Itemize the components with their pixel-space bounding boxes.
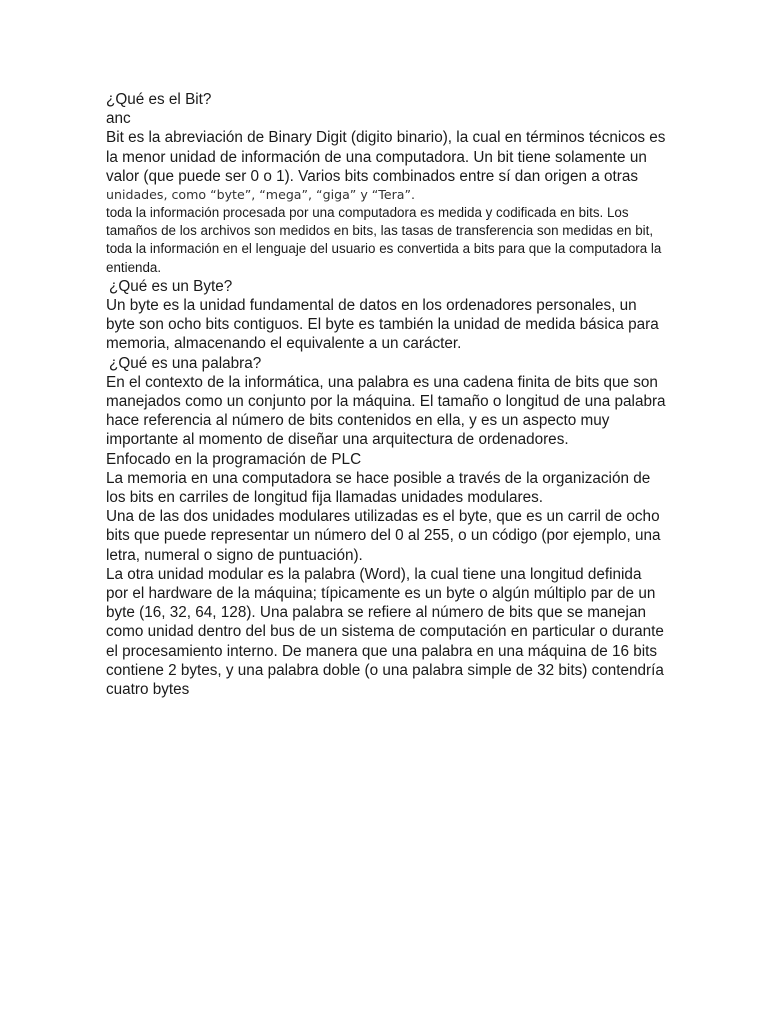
- units-line: unidades, como “byte”, “mega”, “giga” y “Tera”.: [106, 187, 416, 203]
- document-body: [106, 90, 666, 699]
- byte-paragraph: Un byte es la unidad fundamental de datos en los ordenadores personales, un byte son ocho bits contiguos. El byte es también la unidad de medida básica para memoria, almacenando el equivalente a un carácter.: [106, 297, 659, 353]
- heading-bit: ¿Qué es el Bit?: [106, 91, 212, 108]
- palabra-paragraph: En el contexto de la informática, una palabra es una cadena finita de bits que son manejados como un conjunto por la máquina. El tamaño o longitud de una palabra hace referencia al número de bits contenidos en ella, y es un aspecto muy importante al momento de diseñar una arquitectura de ordenadores.: [106, 373, 666, 449]
- plc-paragraph-1: La memoria en una computadora se hace posible a través de la organización de los bits en carriles de longitud fija llamadas unidades modulares.: [106, 469, 651, 507]
- plc-paragraph-3: La otra unidad modular es la palabra (Word), la cual tiene una longitud definida por el hardware de la máquina; típicamente es un byte o algún múltiplo par de un byte (16, 32, 64, 128). Una palabra se refiere al número de bits que se manejan como unidad dentro del bus de un sistema de computación en particular o durante el procesamiento interno. De manera que una palabra en una máquina de 16 bits contiene 2 bytes, y una palabra doble (o una palabra simple de 32 bits) contendría cuatro bytes: [106, 565, 664, 699]
- heading-palabra: ¿Qué es una palabra?: [109, 354, 262, 372]
- bit-paragraph: Bit es la abreviación de Binary Digit (digito binario), la cual en términos técnicos es la menor unidad de información de una computadora. Un bit tiene solamente un valor (que puede ser 0 o 1). Varios bits combinados entre sí dan origen a otras: [106, 129, 666, 185]
- heading-byte: ¿Qué es un Byte?: [109, 277, 233, 295]
- plc-paragraph-2: Una de las dos unidades modulares utilizadas es el byte, que es un carril de ocho bits que puede representar un número del 0 al 255, o un código (por ejemplo, una letra, numeral o signo de puntuación).: [106, 508, 661, 564]
- bit-small-paragraph: toda la información procesada por una computadora es medida y codificada en bits. Los tamaños de los archivos son medidos en bits, las tasas de transferencia son medidas en bit, toda la información en el lenguaje del usuario es convertida a bits para que la computadora la entienda.: [106, 205, 662, 275]
- anc-text: anc: [106, 110, 131, 128]
- heading-plc: Enfocado en la programación de PLC: [106, 450, 362, 468]
